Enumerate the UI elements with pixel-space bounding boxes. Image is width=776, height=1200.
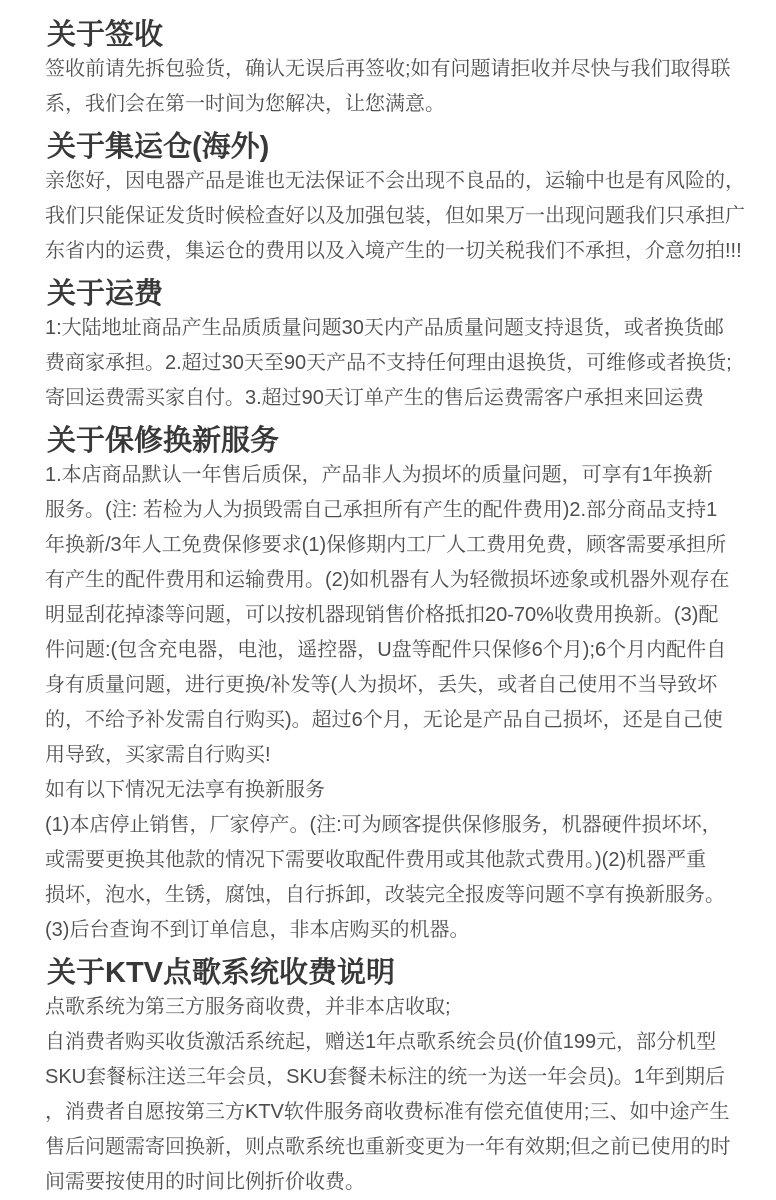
text-line: 点歌系统为第三方服务商收费，并非本店收取;: [45, 996, 451, 1018]
section-shipping-fee: [45, 277, 748, 416]
text-line: 年换新/3年人工免费保修要求(1)保修期内工厂人工费用免费，顾客需要承担所: [45, 534, 727, 556]
section-heading: 关于签收: [47, 19, 164, 51]
text-line: 东省内的运费，集运仓的费用以及入境产生的一切关税我们不承担，介意勿拍!!!: [45, 240, 742, 262]
text-line: 或需要更换其他款的情况下需要收取配件费用或其他款式费用。)(2)机器严重: [45, 849, 707, 871]
text-line: 亲您好，因电器产品是谁也无法保证不会出现不良品的，运输中也是有风险的，: [45, 170, 745, 192]
text-line: 系，我们会在第一时间为您解决，让您满意。: [45, 93, 445, 115]
section-sign-off: [45, 18, 748, 122]
text-line: 身有质量问题，进行更换/补发等(人为损坏，丢失，或者自己使用不当导致坏: [45, 674, 718, 696]
section-ktv-system-fee: [45, 956, 748, 1200]
section-overseas-warehouse: [45, 130, 748, 269]
text-line: 有产生的配件费用和运输费用。(2)如机器有人为轻微损坏迹象或机器外观存在: [45, 569, 730, 591]
text-line: ，消费者自愿按第三方KTV软件服务商收费标准有偿充值使用;三、如中途产生: [45, 1101, 730, 1123]
text-line: 间需要按使用的时间比例折价收费。: [45, 1171, 365, 1193]
text-line: 用导致，买家需自行购买!: [45, 744, 271, 766]
text-line: 签收前请先拆包验货，确认无误后再签收;如有问题请拒收并尽快与我们取得联: [45, 58, 731, 80]
text-line: 自消费者购买收货激活系统起，赠送1年点歌系统会员(价值199元，部分机型: [45, 1031, 717, 1053]
text-line: 1.本店商品默认一年售后质保，产品非人为损坏的质量问题，可享有1年换新: [45, 464, 713, 486]
text-line: 1:大陆地址商品产生品质质量问题30天内产品质量问题支持退货，或者换货邮: [45, 317, 724, 339]
text-line: (1)本店停止销售，厂家停产。(注:可为顾客提供保修服务，机器硬件损坏坏，: [45, 814, 722, 836]
text-line: 的，不给予补发需自行购买)。超过6个月，无论是产品自己损坏，还是自己使: [45, 709, 723, 731]
text-line: 明显刮花掉漆等问题，可以按机器现销售价格抵扣20-70%收费用换新。(3)配: [45, 604, 719, 626]
section-warranty-replacement: [45, 424, 748, 948]
text-line: SKU套餐标注送三年会员，SKU套餐未标注的统一为送一年会员)。1年到期后: [45, 1066, 726, 1088]
text-line: 费商家承担。2.超过30天至90天产品不支持任何理由退换货，可维修或者换货;: [45, 352, 732, 374]
text-line: 服务。(注: 若检为人为损毁需自己承担所有产生的配件费用)2.部分商品支持1: [45, 499, 718, 521]
text-line: 我们只能保证发货时候检查好以及加强包装，但如果万一出现问题我们只承担广: [45, 205, 745, 227]
section-heading: 关于KTV点歌系统收费说明: [47, 957, 396, 989]
text-line: 如有以下情况无法享有换新服务: [45, 779, 325, 801]
text-line: (3)后台查询不到订单信息，非本店购买的机器。: [45, 919, 470, 941]
text-line: 件问题:(包含充电器，电池，遥控器，U盘等配件只保修6个月);6个月内配件自: [45, 639, 727, 661]
section-heading: 关于集运仓(海外): [47, 131, 270, 163]
section-heading: 关于运费: [47, 278, 164, 310]
text-line: 寄回运费需买家自付。3.超过90天订单产生的售后运费需客户承担来回运费: [45, 387, 704, 409]
text-line: 损坏，泡水，生锈，腐蚀，自行拆卸，改装完全报废等问题不享有换新服务。: [45, 884, 725, 906]
product-policy-document: [45, 18, 748, 1200]
section-heading: 关于保修换新服务: [47, 425, 280, 457]
text-line: 售后问题需寄回换新，则点歌系统也重新变更为一年有效期;但之前已使用的时: [45, 1136, 731, 1158]
